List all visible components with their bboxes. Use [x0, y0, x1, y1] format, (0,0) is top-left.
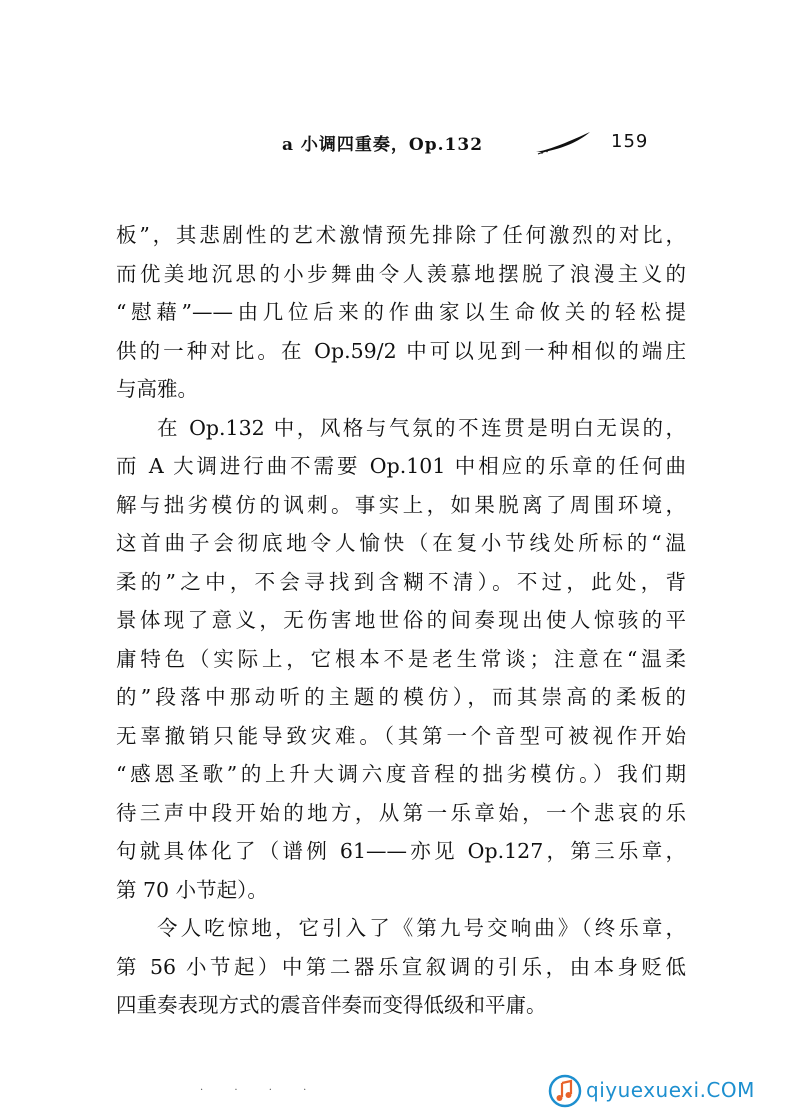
paragraph-3 — [116, 909, 686, 1025]
text-line: 柔的”之中，不会寻找到含糊不清）。不过，此处，背 — [116, 569, 686, 594]
text-line: 供的一种对比。在 Op.59/2 中可以见到一种相似的端庄 — [116, 338, 686, 363]
text-line: “感恩圣歌”的上升大调六度音程的拙劣模仿。）我们期 — [116, 762, 686, 786]
text-line: 而优美地沉思的小步舞曲令人羡慕地摆脱了浪漫主义的 — [116, 261, 686, 286]
site-watermark — [548, 1074, 788, 1108]
quill-ornament-icon — [534, 130, 592, 156]
text-line: 庸特色（实际上，它根本不是老生常谈；注意在“温柔 — [116, 646, 686, 671]
text-line: 待三声中段开始的地方，从第一乐章始，一个悲哀的乐 — [116, 800, 686, 825]
text-line: 景体现了意义，无伤害地世俗的间奏现出使人惊骇的平 — [116, 608, 686, 632]
watermark-text: qiyuexuexi.COM — [586, 1078, 755, 1102]
body-text — [116, 216, 686, 1025]
page-number: 159 — [611, 131, 649, 152]
paragraph-1 — [116, 216, 686, 409]
music-note-logo-icon — [548, 1074, 582, 1108]
text-line: 的”段落中那动听的主题的模仿），而其崇高的柔板的 — [116, 685, 686, 709]
text-line: 解与拙劣模仿的讽刺。事实上，如果脱离了周围环境， — [116, 492, 686, 517]
text-line: “慰藉”——由几位后来的作曲家以生命攸关的轻松提 — [116, 300, 686, 324]
text-line: 而 A 大调进行曲不需要 Op.101 中相应的乐章的任何曲 — [116, 454, 686, 478]
text-line: 第 70 小节起）。 — [116, 877, 268, 902]
text-line: 与高雅。 — [116, 377, 198, 401]
running-header — [282, 126, 662, 166]
text-line: 无辜撤销只能导致灾难。（其第一个音型可被视作开始 — [116, 723, 686, 748]
text-line: 在 Op.132 中，风格与气氛的不连贯是明白无误的， — [157, 415, 686, 440]
text-line: 这首曲子会彻底地令人愉快（在复小节线处所标的“温 — [116, 531, 686, 555]
scan-dots: . . . . — [200, 1082, 321, 1093]
text-line: 第 56 小节起）中第二器乐宣叙调的引乐，由本身贬低 — [116, 954, 686, 979]
paragraph-2 — [116, 409, 686, 910]
text-line: 板”，其悲剧性的艺术激情预先排除了任何激烈的对比， — [116, 223, 686, 247]
text-line: 四重奏表现方式的震音伴奏而变得低级和平庸。 — [116, 993, 547, 1017]
header-title: a 小调四重奏，Op.132 — [282, 135, 484, 155]
text-line: 令人吃惊地，它引入了《第九号交响曲》（终乐章， — [157, 916, 686, 940]
text-line: 句就具体化了（谱例 61——亦见 Op.127，第三乐章， — [116, 839, 686, 863]
